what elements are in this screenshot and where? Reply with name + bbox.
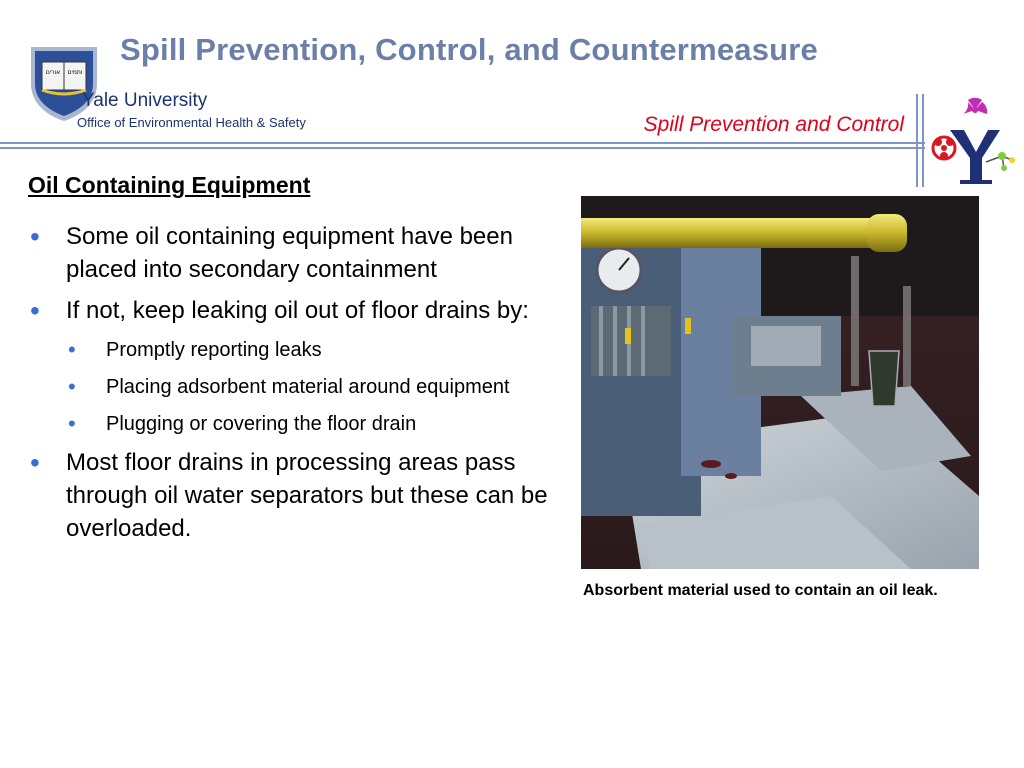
bullet-item	[30, 294, 550, 327]
header-vrule-right	[922, 94, 924, 187]
header-rule-bottom	[0, 147, 925, 149]
yale-ehs-y-logo	[930, 96, 1016, 188]
bullet-icon: •	[68, 337, 76, 362]
office-name: Office of Environmental Health & Safety	[77, 115, 306, 130]
sub-bullet-text: Placing adsorbent material around equipment	[106, 376, 510, 398]
bullet-icon: •	[30, 221, 40, 252]
sub-bullet-item	[30, 335, 550, 366]
bullet-icon: •	[68, 374, 76, 399]
header-rule-top	[0, 142, 925, 144]
sub-bullet-item	[30, 372, 550, 403]
section-heading: Oil Containing Equipment	[28, 172, 311, 198]
bullet-text: If not, keep leaking oil out of floor drains by:	[66, 297, 529, 324]
bullet-item	[30, 220, 550, 286]
bullet-text: Most floor drains in processing areas pass through oil water separators but these can be overloaded.	[66, 449, 548, 542]
header-vrule-left	[916, 94, 918, 187]
bullet-list	[30, 220, 550, 553]
equipment-photo	[581, 196, 979, 569]
sub-bullet-item	[30, 409, 550, 440]
university-name: Yale University	[82, 90, 208, 111]
bullet-icon: •	[30, 295, 40, 326]
section-label: Spill Prevention and Control	[643, 113, 904, 136]
bullet-text: Some oil containing equipment have been placed into secondary containment	[66, 223, 513, 283]
bullet-item	[30, 446, 550, 545]
slide-header-title: Spill Prevention, Control, and Countermeasure	[120, 32, 818, 67]
bullet-icon: •	[30, 447, 40, 478]
sub-bullet-text: Promptly reporting leaks	[106, 339, 322, 361]
sub-bullet-text: Plugging or covering the floor drain	[106, 413, 417, 435]
svg-text:אורים: אורים	[45, 69, 61, 76]
bullet-icon: •	[68, 411, 76, 436]
svg-text:ותמים: ותמים	[67, 69, 83, 76]
photo-caption: Absorbent material used to contain an oil leak.	[583, 582, 938, 599]
